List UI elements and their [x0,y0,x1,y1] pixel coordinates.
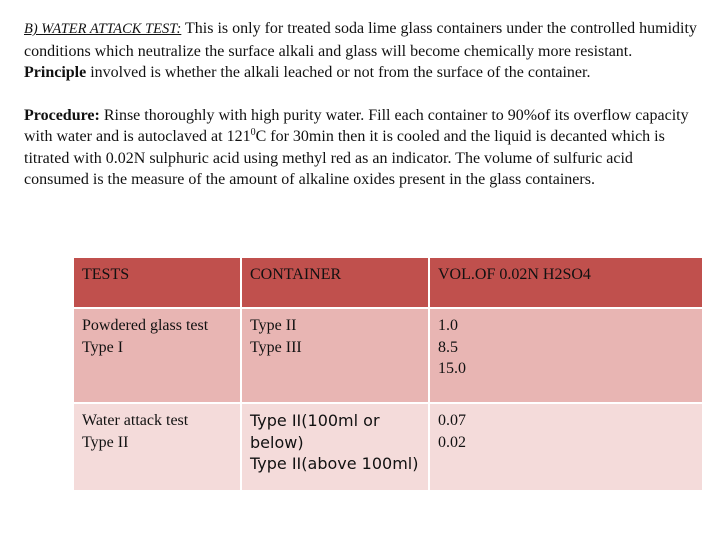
intro-description: This is only for treated soda lime glass containers under the controlled humidity conditions which neutralize the surface alkali and glass will become chemically more resistant. [24,20,697,60]
cell-text: 0.02 [438,433,466,451]
section-title: B) WATER ATTACK TEST: [24,21,182,37]
cell-text: Type II [82,433,129,451]
procedure-text-part-2: C for 30min then it is cooled and the liquid is decanted which is titrated with 0.02N sulphuric acid using methyl red as an indicator. The volume of sulfuric acid consumed is the measure of the amount of alkaline oxides present in the glass containers. [24,128,665,188]
cell-volume [429,403,703,491]
cell-text: Type II [250,317,297,334]
cell-text: Type II(100ml or [250,411,380,430]
cell-test [73,308,241,403]
cell-container [241,403,429,491]
procedure-label: Procedure: [24,106,100,124]
cell-text: 8.5 [438,338,458,356]
table-row [73,308,703,403]
procedure-text-part-1: Rinse thoroughly with high purity water. Fill each container to 90%of its overflow capacity with water and is autoclaved at 121 [24,106,689,145]
cell-test [73,403,241,491]
table-header-row [73,257,703,308]
table-row [73,403,703,491]
cell-text: Type III [250,338,302,356]
header-tests: TESTS [73,257,241,308]
cell-text: Type II(above 100ml) [250,454,419,473]
temperature-superscript: 0 [250,127,256,138]
cell-text: Powdered glass test [82,317,209,334]
procedure-paragraph [24,105,700,191]
principle-paragraph [24,62,700,84]
cell-text: below) [250,432,304,452]
cell-text: 15.0 [438,360,466,377]
document-text [24,18,700,191]
principle-label: Principle [24,64,87,81]
cell-text: 0.07 [438,412,466,429]
cell-volume [429,308,703,403]
cell-text: Water attack test [82,412,189,429]
intro-paragraph [24,18,700,62]
cell-text: 1.0 [438,317,458,334]
principle-text: involved is whether the alkali leached or not from the surface of the container. [86,64,591,81]
cell-container [241,308,429,403]
header-volume: VOL.OF 0.02N H2SO4 [429,257,703,308]
header-container: CONTAINER [241,257,429,308]
results-table [72,256,704,492]
cell-text: Type I [82,338,124,356]
